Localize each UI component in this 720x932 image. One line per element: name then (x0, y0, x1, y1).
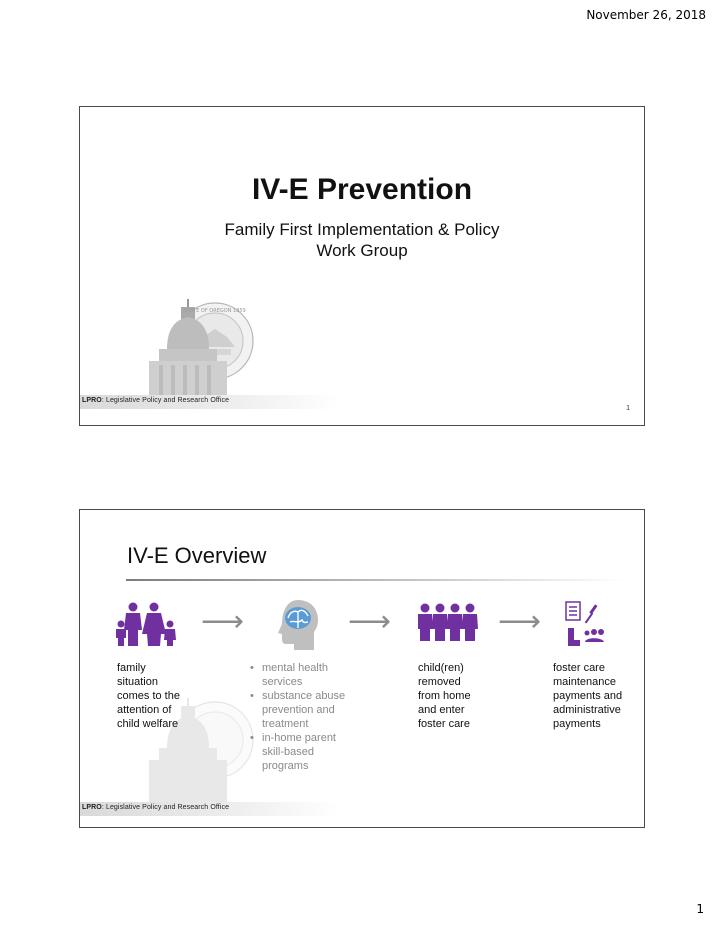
family-icon (116, 602, 176, 646)
arrow-icon: ⟶ (348, 605, 392, 638)
slide-title: IV-E Prevention (251, 173, 473, 206)
footer-label: LPRO: Legislative Policy and Research Office (82, 397, 230, 404)
seal-text: STATE OF OREGON 1859 (184, 308, 246, 314)
arrow-icon: ⟶ (201, 605, 245, 638)
footer-band (80, 395, 340, 409)
page-date: November 26, 2018 (586, 8, 706, 22)
children-icon (418, 603, 478, 641)
children-removed-text: child(ren) removed from home and enter foster care (418, 662, 471, 730)
list-item: • mental health services (248, 661, 358, 689)
capitol-seal-watermark (115, 299, 265, 409)
slide-subtitle (80, 219, 644, 261)
slide-2 (79, 509, 645, 828)
page-number: 1 (696, 902, 704, 916)
family-situation-text: family situation comes to the attention of child welfare (117, 662, 180, 730)
footer-band (80, 802, 340, 816)
prevention-services-list (248, 661, 358, 773)
arrow-icon: ⟶ (498, 605, 542, 638)
list-item: • in-home parent skill-based programs (248, 731, 358, 773)
subtitle-line: Work Group (316, 241, 408, 260)
head-brain-icon (276, 598, 320, 652)
list-item: • substance abuse prevention and treatment (248, 689, 358, 731)
subtitle-line: Family First Implementation & Policy (224, 220, 500, 239)
slide-title: IV-E Overview (127, 543, 267, 568)
footer-label: LPRO: Legislative Policy and Research Office (82, 804, 230, 811)
payments-icon (564, 600, 608, 648)
slide-number: 1 (626, 405, 630, 412)
foster-care-payments-text: foster care maintenance payments and administrative payments (553, 662, 623, 730)
slide-1 (79, 106, 645, 426)
title-underline (126, 579, 626, 581)
